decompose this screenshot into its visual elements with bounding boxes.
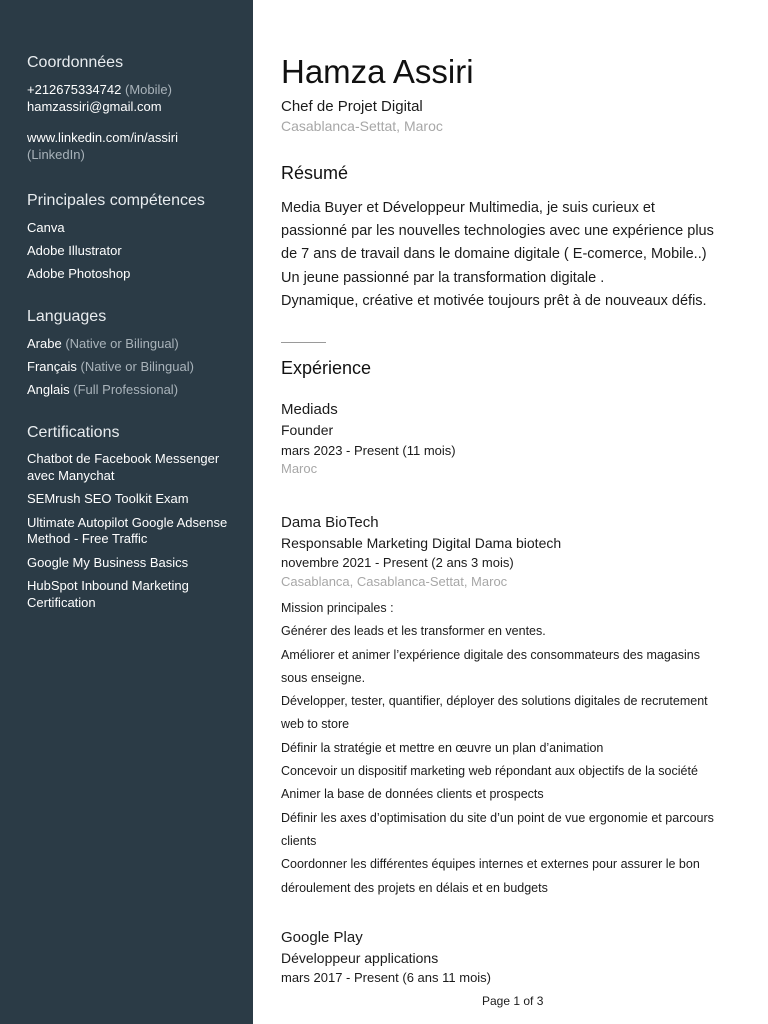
phone-number: +212675334742 bbox=[27, 82, 122, 97]
language-level: (Native or Bilingual) bbox=[65, 336, 179, 351]
language-level: (Native or Bilingual) bbox=[80, 359, 194, 374]
language-item bbox=[27, 335, 242, 352]
description-line: Animer la base de données clients et prospects bbox=[281, 787, 544, 802]
contact-section bbox=[27, 54, 242, 163]
language-item bbox=[27, 381, 242, 398]
language-name: Français bbox=[27, 359, 77, 374]
summary-text bbox=[281, 197, 751, 313]
phone-line bbox=[27, 81, 242, 98]
job-role: Founder bbox=[281, 422, 334, 438]
summary-line: de 7 ans de travail dans le domaine digitale ( E-comerce, Mobile..) bbox=[281, 246, 707, 263]
email-link[interactable]: hamzassiri@gmail.com bbox=[27, 99, 162, 114]
summary-line: Dynamique, créative et motivée toujours prêt à de nouveaux défis. bbox=[281, 292, 707, 309]
profile-headline: Chef de Projet Digital bbox=[281, 98, 423, 115]
certification-item: HubSpot Inbound Marketing Certification bbox=[27, 578, 189, 610]
description-line: Développer, tester, quantifier, déployer des solutions digitales de recrutement bbox=[281, 694, 708, 709]
job-company: Dama BioTech bbox=[281, 514, 379, 531]
job-description bbox=[281, 597, 751, 900]
skill-item: Adobe Photoshop bbox=[27, 266, 131, 281]
skill-item: Adobe Illustrator bbox=[27, 243, 122, 258]
certifications-heading: Certifications bbox=[27, 424, 120, 441]
profile-name: Hamza Assiri bbox=[281, 53, 474, 90]
job-company: Google Play bbox=[281, 929, 363, 946]
description-line: Concevoir un dispositif marketing web répondant aux objectifs de la société bbox=[281, 764, 698, 779]
job-location: Maroc bbox=[281, 461, 318, 476]
skills-heading: Principales compétences bbox=[27, 192, 205, 209]
description-line: sous enseigne. bbox=[281, 670, 366, 685]
certifications-section bbox=[27, 424, 242, 618]
description-line: Définir les axes d’optimisation du site d’un point de vue ergonomie et parcours bbox=[281, 810, 714, 825]
summary-line: Media Buyer et Développeur Multimedia, je suis curieux et bbox=[281, 200, 655, 216]
certification-item: Chatbot de Facebook Messenger avec Manychat bbox=[27, 451, 220, 483]
section-divider bbox=[281, 342, 326, 343]
description-line: Définir la stratégie et mettre en œuvre un plan d’animation bbox=[281, 740, 604, 755]
contact-heading: Coordonnées bbox=[27, 54, 124, 71]
phone-label: (Mobile) bbox=[124, 82, 172, 97]
job-role: Responsable Marketing Digital Dama biotech bbox=[281, 535, 562, 551]
experience-title: Expérience bbox=[281, 358, 372, 378]
summary-title: Résumé bbox=[281, 163, 349, 183]
languages-heading: Languages bbox=[27, 308, 107, 325]
description-line: web to store bbox=[281, 717, 350, 732]
job-company: Mediads bbox=[281, 401, 338, 418]
skill-item: Canva bbox=[27, 220, 65, 235]
job-dates: mars 2017 - Present (6 ans 11 mois) bbox=[281, 970, 492, 985]
certification-item: SEMrush SEO Toolkit Exam bbox=[27, 491, 189, 506]
description-line: Générer des leads et les transformer en ventes. bbox=[281, 624, 546, 639]
language-name: Arabe bbox=[27, 336, 62, 351]
languages-section bbox=[27, 308, 242, 404]
language-name: Anglais bbox=[27, 382, 70, 397]
description-line: clients bbox=[281, 833, 317, 848]
sidebar bbox=[0, 0, 253, 1024]
description-line: déroulement des projets en délais et en budgets bbox=[281, 880, 548, 895]
description-line: Coordonner les différentes équipes internes et externes pour assurer le bon bbox=[281, 857, 700, 872]
linkedin-link[interactable]: www.linkedin.com/in/assiri bbox=[27, 130, 178, 145]
description-line: Améliorer et animer l’expérience digitale des consommateurs des magasins bbox=[281, 647, 700, 662]
job-dates: mars 2023 - Present (11 mois) bbox=[281, 443, 456, 458]
profile-location: Casablanca-Settat, Maroc bbox=[281, 118, 443, 134]
skills-section bbox=[27, 192, 242, 288]
description-line: Mission principales : bbox=[281, 601, 394, 615]
language-item bbox=[27, 358, 242, 375]
certification-item: Google My Business Basics bbox=[27, 554, 189, 570]
job-role: Développeur applications bbox=[281, 950, 439, 966]
job-location: Casablanca, Casablanca-Settat, Maroc bbox=[281, 574, 508, 589]
job-dates: novembre 2021 - Present (2 ans 3 mois) bbox=[281, 555, 514, 570]
language-level: (Full Professional) bbox=[73, 382, 179, 397]
linkedin-label: (LinkedIn) bbox=[27, 147, 85, 162]
summary-line: passionné par les nouvelles technologies avec une expérience plus bbox=[281, 223, 714, 240]
page-number: Page 1 of 3 bbox=[482, 994, 544, 1008]
summary-line: Un jeune passionné par la transformation digitale . bbox=[281, 269, 605, 286]
certification-item: Ultimate Autopilot Google Adsense Method - Free Traffic bbox=[27, 514, 228, 546]
